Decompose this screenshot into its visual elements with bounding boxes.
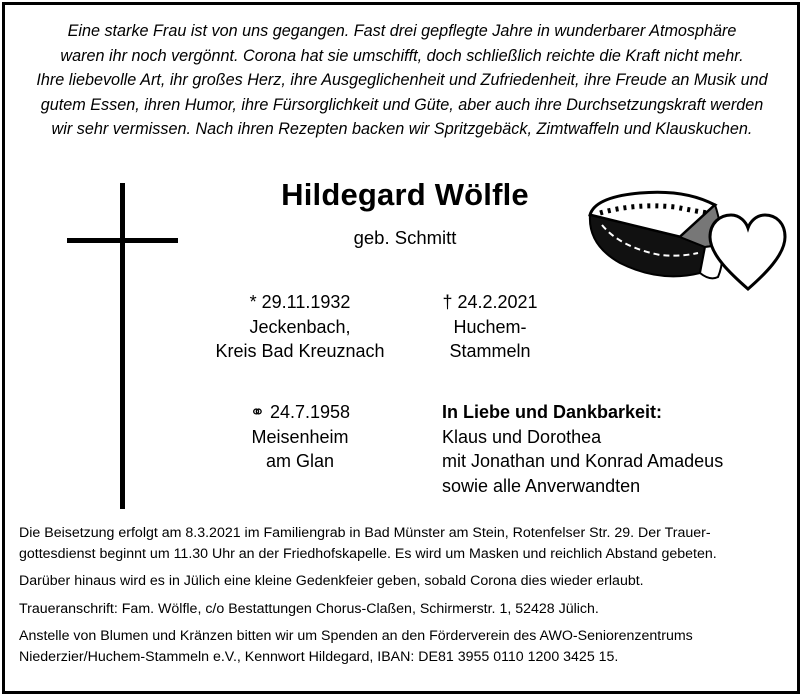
birth-place: Jeckenbach, — [249, 316, 351, 337]
intro-line: waren ihr noch vergönnt. Corona hat sie umschifft, doch schließlich reichte die Kraft nicht mehr. — [60, 46, 744, 65]
memorial-note: Darüber hinaus wird es in Jülich eine kleine Gedenkfeier geben, sobald Corona dies wieder erlaubt. — [19, 573, 644, 589]
obituary-notice — [2, 2, 800, 694]
cake-drawing — [590, 192, 722, 278]
intro-line: Ihre liebevolle Art, ihr großes Herz, ihre Ausgeglichenheit und Zufriedenheit, ihre Freude an Musik und — [36, 71, 768, 89]
death-info — [390, 290, 590, 364]
burial-line: gottesdienst beginnt um 11.30 Uhr an der Friedhofskapelle. Es wird um Masken und reichlich Abstand gebeten. — [19, 545, 717, 562]
heart-icon — [710, 215, 785, 289]
birth-date: * 29.11.1932 — [249, 292, 351, 312]
mourners-heading: In Liebe und Dankbarkeit: — [442, 402, 663, 422]
birth-info — [200, 290, 400, 364]
donation-line: Niederzier/Huchem-Stammeln e.V., Kennwort Hildegard, IBAN: DE81 3955 0110 1200 3425 15. — [19, 648, 619, 665]
mourners — [442, 400, 723, 498]
mourners-line: mit Jonathan und Konrad Amadeus — [442, 451, 724, 471]
burial-note — [19, 523, 785, 564]
intro-line: wir sehr vermissen. Nach ihren Rezepten backen wir Spritzgebäck, Zimtwaffeln und Klauskuchen. — [51, 120, 753, 138]
mourners-line: sowie alle Anverwandten — [442, 475, 641, 496]
burial-line: Die Beisetzung erfolgt am 8.3.2021 im Familiengrab in Bad Münster am Stein, Rotenfelser Str. 29. Der Trauer- — [19, 525, 711, 541]
notes-section — [19, 523, 785, 674]
death-place-cont: Stammeln — [449, 341, 531, 361]
intro-line: Eine starke Frau ist von uns gegangen. Fast drei gepflegte Jahre in wunderbarer Atmosphäre — [67, 22, 737, 40]
wedding-info — [200, 400, 400, 474]
mourners-line: Klaus und Dorothea — [442, 426, 602, 447]
birth-district: Kreis Bad Kreuznach — [215, 341, 385, 361]
death-date: † 24.2.2021 — [442, 292, 538, 312]
cross-vertical-bar — [120, 183, 125, 509]
wedding-place: Meisenheim — [251, 426, 349, 447]
address-note: Traueranschrift: Fam. Wölfle, c/o Bestattungen Chorus-Claßen, Schirmerstr. 1, 52428 Jülich. — [19, 600, 599, 617]
intro-text — [19, 19, 785, 142]
intro-line: gutem Essen, ihren Humor, ihre Fürsorglichkeit und Güte, aber auch ihre Durchsetzungskraft werden — [40, 95, 764, 114]
maiden-name: geb. Schmitt — [353, 227, 457, 248]
wedding-place-cont: am Glan — [265, 451, 335, 471]
cross-horizontal-bar — [67, 238, 178, 243]
death-place: Huchem- — [453, 316, 527, 337]
wedding-date: ⚭ 24.7.1958 — [249, 402, 351, 422]
donation-note — [19, 626, 785, 667]
donation-line: Anstelle von Blumen und Kränzen bitten wir um Spenden an den Förderverein des AWO-Seniorenzentrums — [19, 628, 693, 644]
deceased-name: Hildegard Wölfle — [281, 177, 529, 212]
cake-icon — [580, 185, 790, 295]
